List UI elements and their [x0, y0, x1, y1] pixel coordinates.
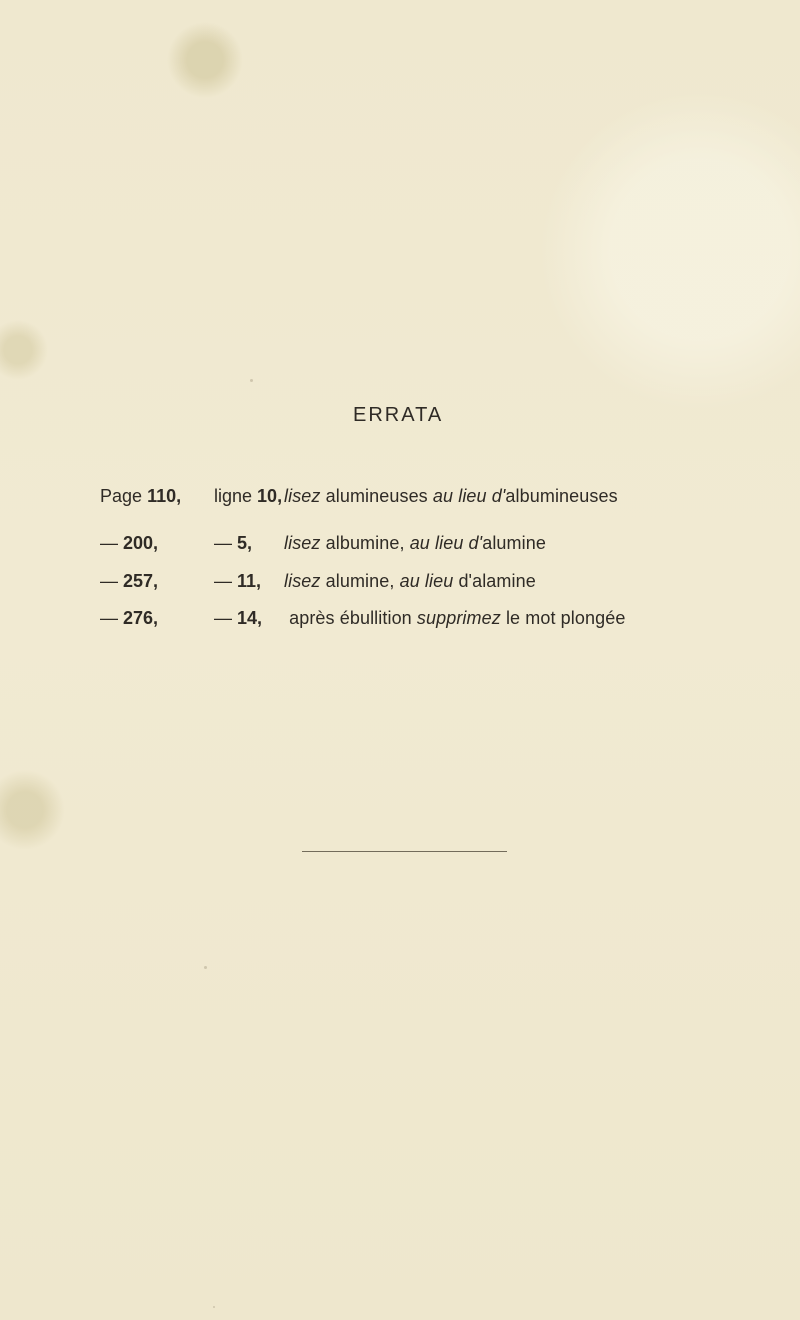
errata-entry — [100, 531, 800, 555]
line-number: 10, — [257, 486, 283, 506]
middle-text: au lieu — [432, 486, 487, 506]
replacement-text: alumineuses — [325, 486, 428, 506]
line-prefix: — — [214, 571, 232, 591]
middle-text: supprimez — [416, 608, 501, 628]
middle-text: au lieu — [399, 571, 454, 591]
page-number: 110, — [147, 486, 182, 506]
correction-text — [284, 484, 794, 508]
line-reference — [214, 484, 284, 508]
line-reference — [214, 569, 284, 593]
replacement-text: alumine, — [325, 571, 395, 591]
instruction-text: lisez — [284, 533, 321, 553]
line-reference — [214, 606, 284, 630]
page-reference — [100, 484, 214, 508]
errata-entry — [100, 606, 800, 630]
line-number: 14, — [237, 608, 263, 628]
line-number: 11, — [237, 571, 262, 591]
original-text: albumineuses — [505, 486, 618, 506]
paper-speck — [250, 379, 253, 382]
replacement-text: après ébullition — [289, 608, 412, 628]
correction-text — [284, 606, 794, 630]
instruction-text: lisez — [284, 486, 321, 506]
correction-text — [284, 531, 794, 555]
page-reference — [100, 531, 214, 555]
page-reference — [100, 606, 214, 630]
page-reference — [100, 569, 214, 593]
paper-speck — [204, 966, 207, 969]
page-prefix: — — [100, 533, 118, 553]
line-number: 5, — [237, 533, 253, 553]
page-prefix: Page — [100, 486, 143, 506]
errata-title: ERRATA — [353, 404, 444, 426]
middle-text: au lieu — [409, 533, 464, 553]
page-number: 257, — [123, 571, 159, 591]
article-text: d' — [491, 486, 506, 506]
correction-text — [284, 569, 794, 593]
replacement-text: albumine, — [325, 533, 405, 553]
original-text: d'alamine — [458, 571, 536, 591]
page-number: 276, — [123, 608, 159, 628]
errata-entry — [100, 484, 800, 508]
instruction-text: lisez — [284, 571, 321, 591]
original-text: alumine — [482, 533, 546, 553]
page-prefix: — — [100, 571, 118, 591]
original-text: le mot plongée — [505, 608, 626, 628]
article-text: d' — [468, 533, 483, 553]
line-reference — [214, 531, 284, 555]
line-prefix: ligne — [214, 486, 253, 506]
page-number: 200, — [123, 533, 159, 553]
line-prefix: — — [214, 608, 232, 628]
paper-speck — [213, 1306, 215, 1308]
page-prefix: — — [100, 608, 118, 628]
errata-entry — [100, 569, 800, 593]
line-prefix: — — [214, 533, 232, 553]
closing-rule — [302, 851, 507, 852]
